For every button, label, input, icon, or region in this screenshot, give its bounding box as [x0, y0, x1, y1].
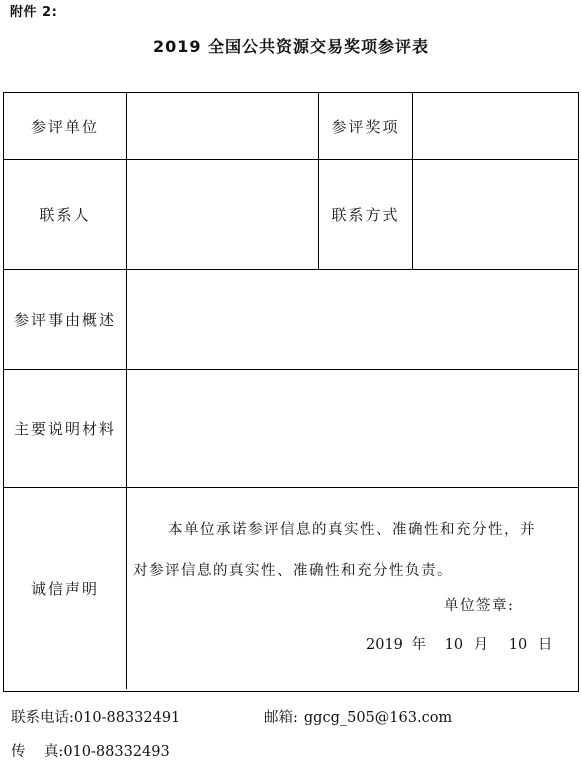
date-day-unit: 日 [537, 637, 553, 653]
attachment-label: 附件 2: [10, 5, 58, 20]
contact-field[interactable] [127, 160, 318, 269]
email-label: 邮箱: [264, 710, 298, 726]
declaration-line-1: 本单位承诺参评信息的真实性、准确性和充分性，并 [168, 522, 536, 538]
signature-label: 单位签章: [444, 598, 515, 614]
declaration-line-2: 对参评信息的真实性、准确性和充分性负责。 [133, 563, 453, 579]
fax-value: 010-88332493 [63, 744, 170, 760]
email-line [264, 706, 452, 727]
fax-label: 传 真: [11, 744, 64, 760]
contact-label: 联系人 [39, 206, 91, 224]
contact-method-field[interactable] [413, 160, 578, 269]
summary-field[interactable] [127, 270, 578, 369]
date-year: 2019 [366, 637, 403, 653]
materials-label: 主要说明材料 [13, 420, 116, 438]
form-title: 2019 全国公共资源交易奖项参评表 [152, 37, 430, 56]
date-month-unit: 月 [473, 637, 489, 653]
award-label: 参评奖项 [331, 117, 400, 136]
integrity-declaration-cell [127, 488, 578, 689]
phone-line [11, 706, 180, 727]
summary-label: 参评事由概述 [13, 311, 116, 329]
fax-line [11, 740, 170, 761]
integrity-label: 诚信声明 [30, 580, 99, 598]
date-day: 10 [508, 637, 528, 653]
signature-date [366, 633, 552, 654]
date-month: 10 [444, 637, 464, 653]
unit-field[interactable] [127, 93, 318, 159]
award-field[interactable] [413, 93, 578, 159]
materials-field[interactable] [127, 370, 578, 487]
date-year-unit: 年 [411, 637, 427, 653]
contact-method-label: 联系方式 [331, 206, 400, 224]
phone-value: 010-88332491 [73, 710, 181, 726]
phone-label: 联系电话: [11, 710, 74, 726]
unit-label: 参评单位 [30, 117, 99, 136]
email-value[interactable]: ggcg_505@163.com [303, 710, 453, 726]
application-form-table [3, 92, 579, 692]
